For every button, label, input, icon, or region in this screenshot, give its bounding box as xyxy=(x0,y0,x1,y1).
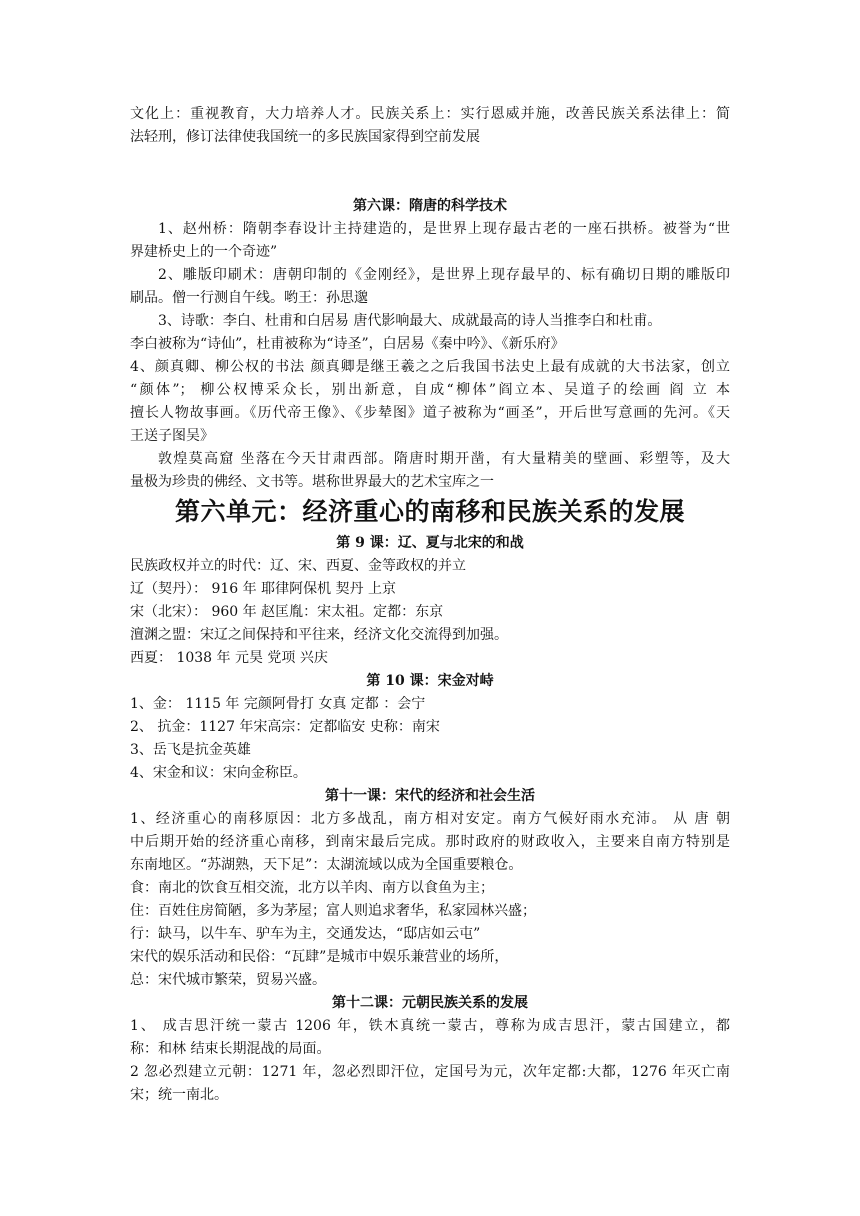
paragraph-line: 敦煌莫高窟 坐落在今天甘肃西部。隋唐时期开凿，有大量精美的壁画、彩塑等，及大 xyxy=(158,451,730,467)
paragraph-line: 宋代的娱乐活动和民俗：“瓦肆”是城市中娱乐兼营业的场所， xyxy=(130,949,509,965)
paragraph-line: 李白被称为“诗仙”，杜甫被称为“诗圣”，白居易《秦中吟》、《新乐府》 xyxy=(130,336,565,352)
lesson-title: 第六课：隋唐的科学技术 xyxy=(353,198,507,214)
paragraph-line: 量极为珍贵的佛经、文书等。堪称世界最大的艺术宝库之一 xyxy=(130,474,494,490)
paragraph-line: 澶渊之盟：宋辽之间保持和平往来，经济文化交流得到加强。 xyxy=(130,627,508,643)
paragraph-line: 4、颜真卿、柳公权的书法 颜真卿是继王羲之之后我国书法史上最有成就的大书法家，创立 xyxy=(130,359,730,375)
spacer xyxy=(130,149,730,195)
paragraph-line: 界建桥史上的一个奇迹” xyxy=(130,244,278,260)
paragraph-line: 2、雕版印刷术：唐朝印制的《金刚经》，是世界上现存最早的、标有确切日期的雕版印 xyxy=(158,267,730,283)
paragraph-line: 2、 抗金：1127 年宋高宗：定都临安 史称：南宋 xyxy=(130,719,440,735)
paragraph-line: 宋；统一南北。 xyxy=(130,1087,228,1103)
document-page xyxy=(130,103,730,1107)
lesson-title: 第十二课：元朝民族关系的发展 xyxy=(332,995,528,1011)
paragraph-line: 称：和林 结束长期混战的局面。 xyxy=(130,1041,331,1057)
paragraph-line: 刷品。僧一行测自午线。哟王：孙思邈 xyxy=(130,290,368,306)
paragraph-line: 4、宋金和议：宋向金称臣。 xyxy=(130,765,307,781)
paragraph-line: 1、赵州桥：隋朝李春设计主持建造的，是世界上现存最古老的一座石拱桥。被誉为“世 xyxy=(158,221,730,237)
paragraph-line: 擅长人物故事画。《历代帝王像》、《步辇图》道子被称为“画圣”，开后世写意画的先河。《天 xyxy=(130,405,730,421)
paragraph-line: 总：宋代城市繁荣，贸易兴盛。 xyxy=(130,972,326,988)
paragraph-line: 宋（北宋）： 960 年 赵匡胤：宋太祖。定都：东京 xyxy=(130,604,444,620)
paragraph-line: 食：南北的饮食互相交流，北方以羊肉、南方以食鱼为主； xyxy=(130,880,494,896)
paragraph-line: 1、经济重心的南移原因：北方多战乱，南方相对安定。南方气候好雨水充沛。 从 唐 朝 xyxy=(130,811,730,827)
intro-line: 文化上：重视教育，大力培养人才。民族关系上：实行恩威并施，改善民族关系法律上：简 xyxy=(130,106,730,122)
unit-title: 第六单元：经济重心的南移和民族关系的发展 xyxy=(174,497,685,526)
lesson-title: 第 9 课：辽、夏与北宋的和战 xyxy=(336,535,524,551)
paragraph-line: 3、诗歌：李白、杜甫和白居易 唐代影响最大、成就最高的诗人当推李白和杜甫。 xyxy=(158,313,662,329)
paragraph-line: 3、岳飞是抗金英雄 xyxy=(130,742,251,758)
paragraph-line: 辽（契丹）： 916 年 耶律阿保机 契丹 上京 xyxy=(130,581,396,597)
paragraph-line: 2 忽必烈建立元朝：1271 年，忽必烈即汗位，定国号为元，次年定都:大都，1276 年灭亡南 xyxy=(130,1064,730,1080)
paragraph-line: 行：缺马，以牛车、驴车为主，交通发达，“邸店如云屯” xyxy=(130,926,481,942)
lesson-title: 第 10 课：宋金对峙 xyxy=(366,673,494,689)
intro-line: 法轻刑，修订法律使我国统一的多民族国家得到空前发展 xyxy=(130,129,480,145)
paragraph-line: 住：百姓住房简陋，多为茅屋；富人则追求奢华，私家园林兴盛； xyxy=(130,903,536,919)
lesson-title: 第十一课：宋代的经济和社会生活 xyxy=(325,788,535,804)
paragraph-line: 西夏： 1038 年 元昊 党项 兴庆 xyxy=(130,650,328,666)
paragraph-line: 民族政权并立的时代：辽、宋、西夏、金等政权的并立 xyxy=(130,558,466,574)
paragraph-line: “颜体”； 柳公权博采众长，别出新意，自成“柳体”阎立本、吴道子的绘画 阎 立 本 xyxy=(130,382,730,398)
paragraph-line: 中后期开始的经济重心南移，到南宋最后完成。那时政府的财政收入，主要来自南方特别是 xyxy=(130,834,730,850)
paragraph-line: 1、 成吉思汗统一蒙古 1206 年，铁木真统一蒙古，尊称为成吉思汗，蒙古国建立，都 xyxy=(130,1018,730,1034)
paragraph-line: 王送子图吴》 xyxy=(130,428,214,444)
paragraph-line: 1、金： 1115 年 完颜阿骨打 女真 定都 ：会宁 xyxy=(130,696,426,712)
paragraph-line: 东南地区。“苏湖熟，天下足”：太湖流域以成为全国重要粮仓。 xyxy=(130,857,523,873)
